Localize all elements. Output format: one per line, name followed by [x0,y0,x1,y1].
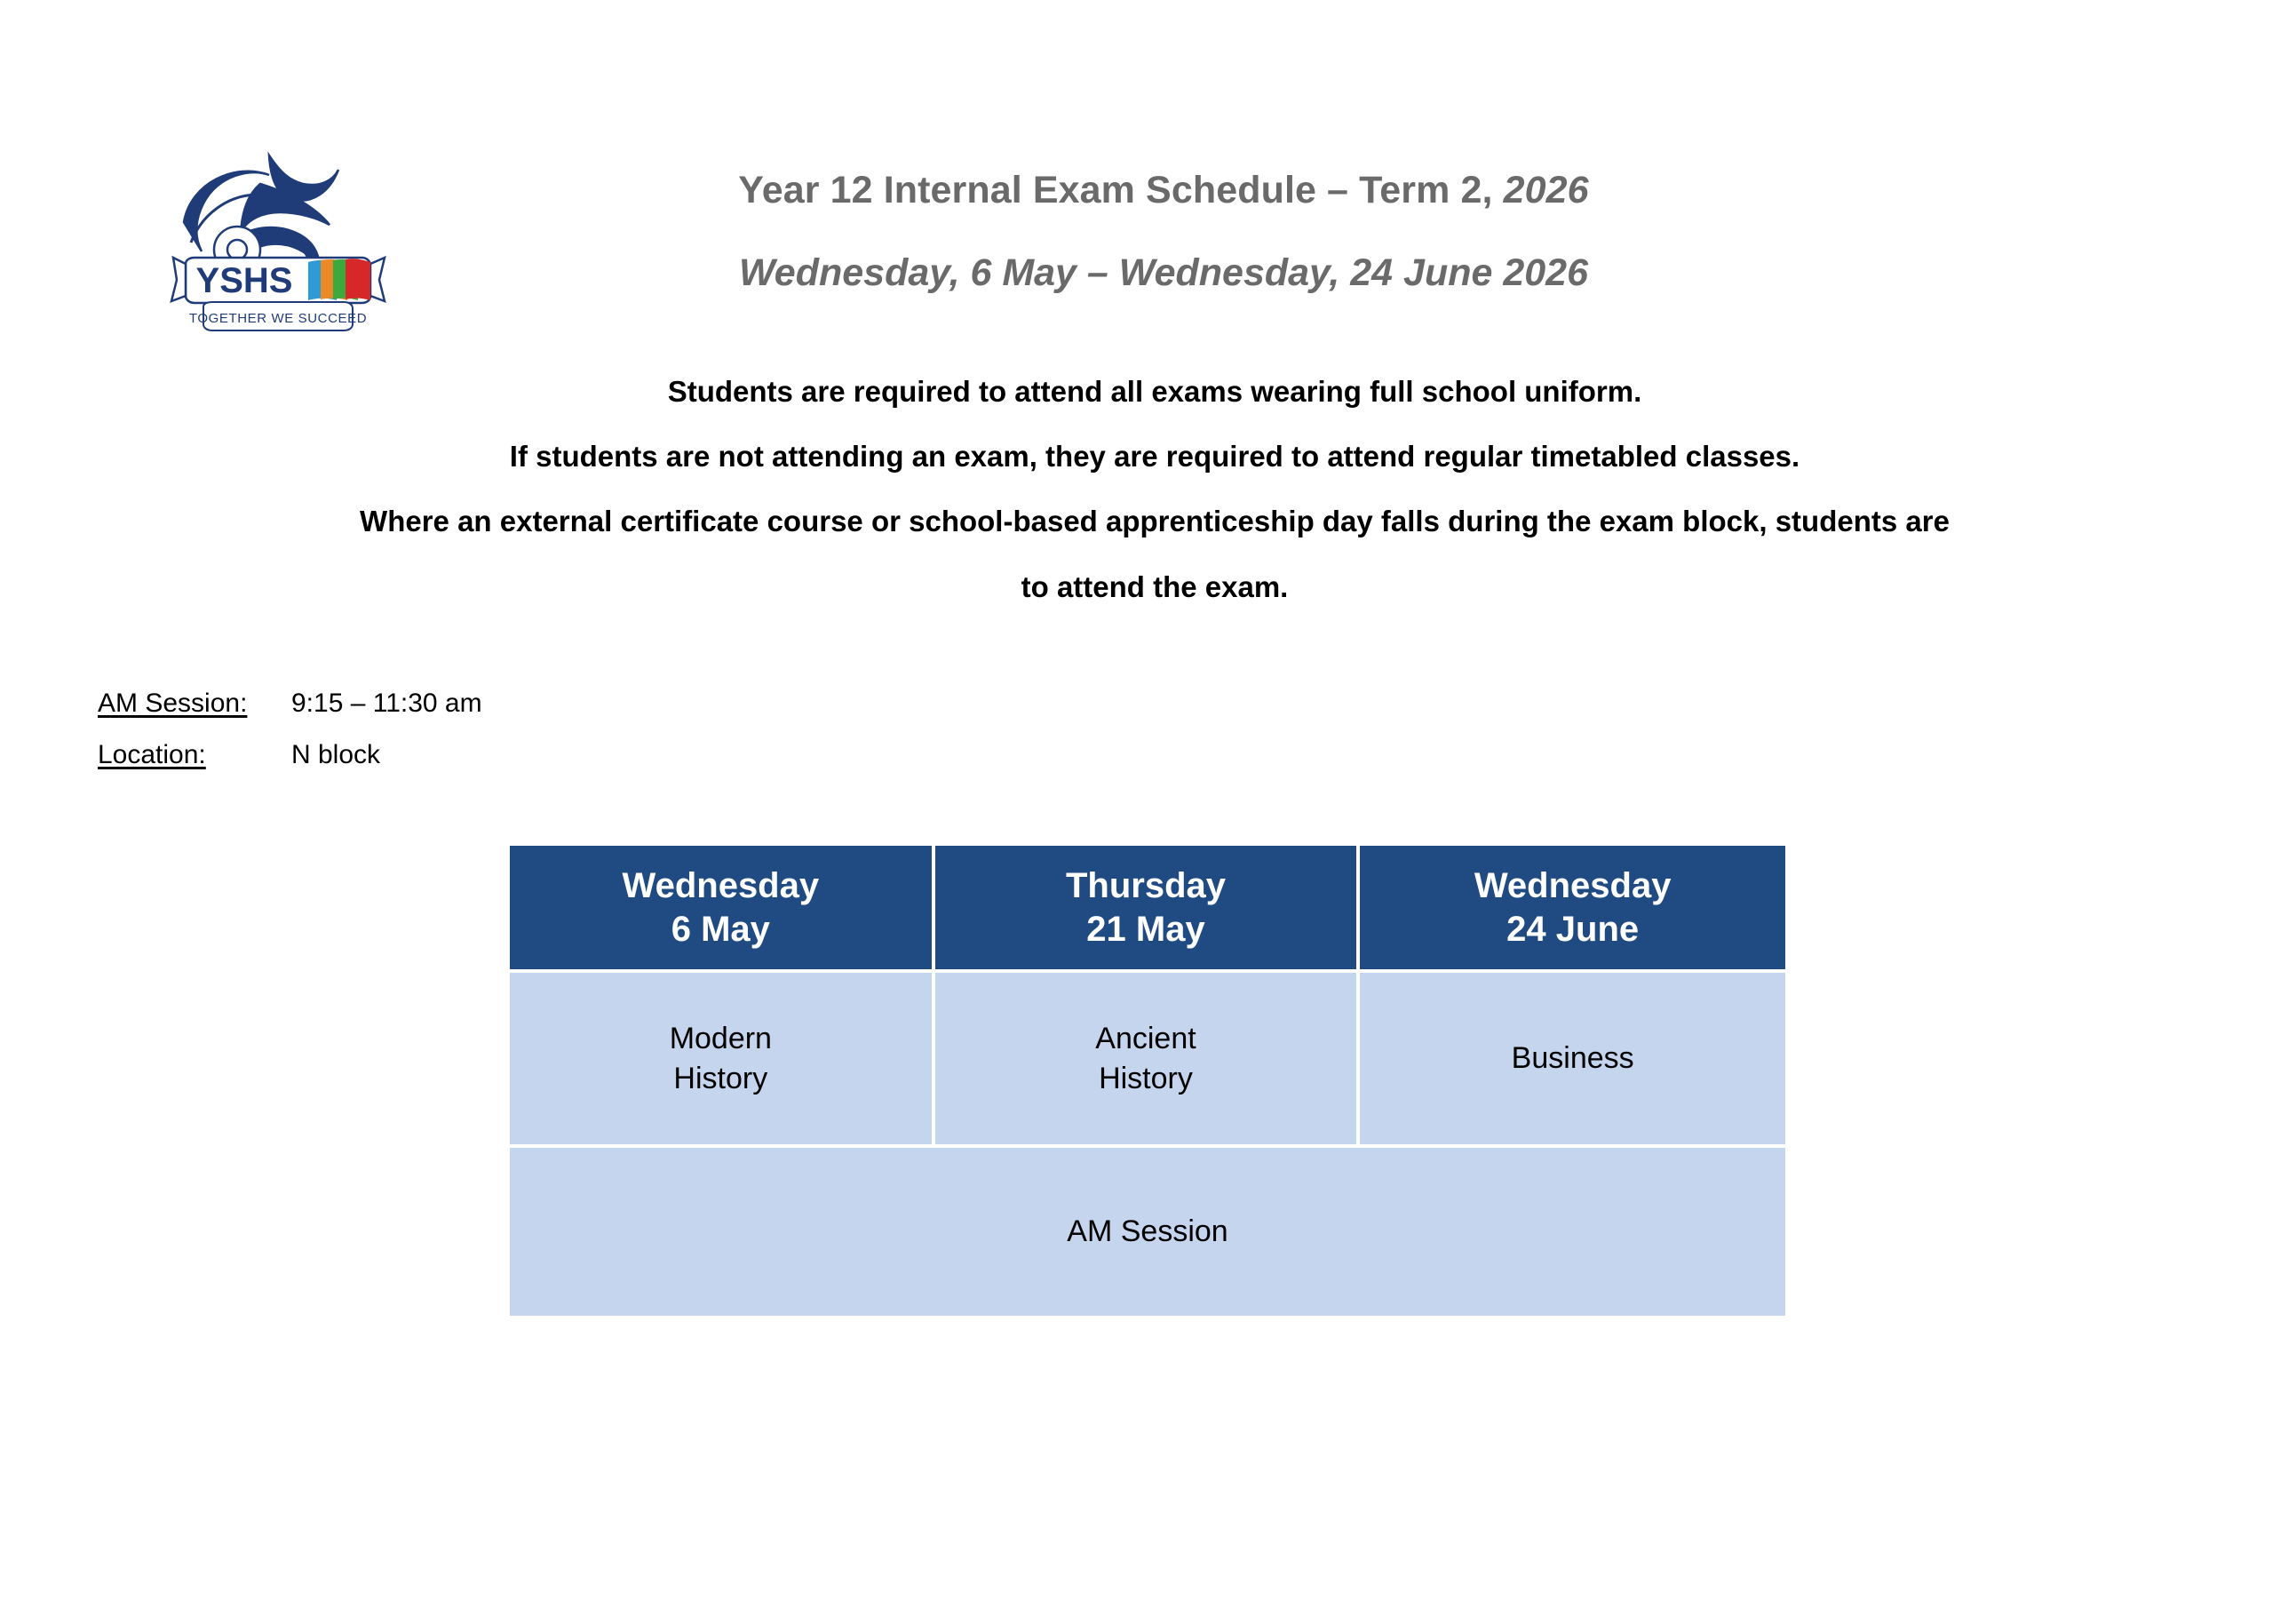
column-1-day: Wednesday [622,865,820,905]
session-info-block [98,689,482,792]
schedule-table-container [510,846,1785,1316]
subject-1-line2: History [673,1061,768,1095]
logo-acronym-text: YSHS [195,261,293,300]
document-title-line1 [497,169,1830,212]
document-title-main: Year 12 Internal Exam Schedule – Term 2, [738,169,1504,211]
table-row [510,1148,1785,1316]
subject-2-line2: History [1099,1061,1193,1095]
logo-stripe-flag [308,259,370,300]
document-header [0,0,2296,355]
column-3-date: 24 June [1506,909,1640,949]
instruction-line-1: Students are required to attend all exams wearing full school uniform. [667,375,1642,408]
exam-schedule-table [510,846,1785,1316]
instruction-line-2: If students are not attending an exam, they are required to attend regular timetabled classes. [509,440,1800,474]
instruction-line-4: to attend the exam. [1021,569,1289,603]
yshs-crest-icon [155,129,404,351]
subject-3-line1: Business [1511,1041,1634,1076]
column-header-2 [935,846,1361,973]
column-2-date: 21 May [1086,909,1205,949]
location-value: N block [291,740,381,769]
table-header-row [510,846,1785,973]
logo-motto-text: TOGETHER WE SUCCEED [188,311,368,326]
subject-cell-3 [1360,973,1785,1148]
column-header-3 [1360,846,1785,973]
instruction-line-3: Where an external certificate course or school-based apprenticeship day falls during the exam block, students are [360,505,1950,538]
am-session-label: AM Session: [98,689,248,718]
subject-cell-1 [510,973,935,1148]
title-block [497,169,1830,296]
column-1-date: 6 May [671,909,770,949]
column-2-day: Thursday [1065,865,1226,905]
location-label: Location: [98,740,206,769]
am-session-row [98,689,482,740]
subject-1-line1: Modern [669,1021,772,1055]
document-title-year: 2026 [1503,169,1589,211]
subject-2-line1: Ancient [1095,1021,1196,1055]
column-header-1 [510,846,935,973]
document-title-line2: Wednesday, 6 May – Wednesday, 24 June 2026 [738,251,1588,295]
session-row-cell: AM Session [510,1148,1785,1316]
table-row [510,973,1785,1148]
location-row [98,740,482,792]
school-logo [155,129,404,351]
am-session-value: 9:15 – 11:30 am [291,689,482,718]
instructions-block [89,373,2221,606]
subject-cell-2 [935,973,1361,1148]
column-3-day: Wednesday [1474,865,1672,905]
